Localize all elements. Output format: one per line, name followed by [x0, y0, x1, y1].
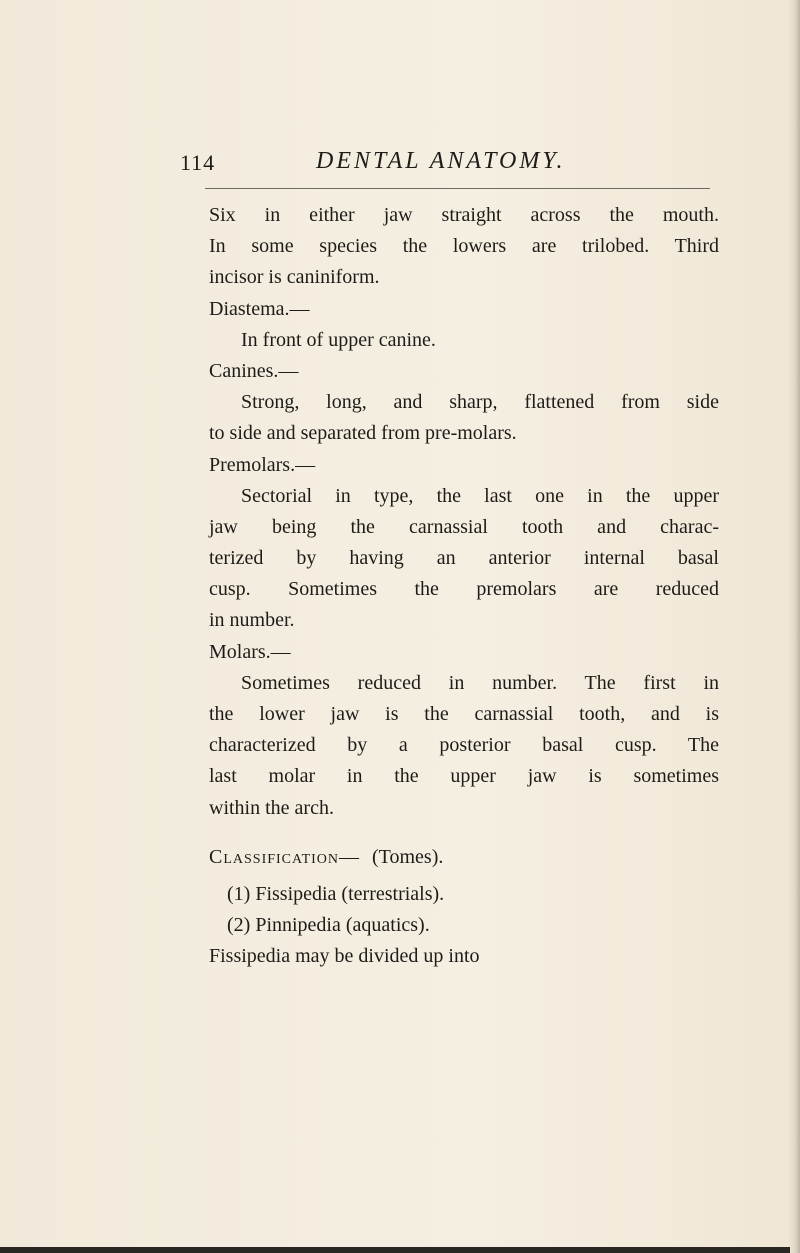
section-heading-premolars: Premolars.—	[209, 453, 316, 476]
classification-heading: Classification—	[209, 845, 361, 868]
text-line: jaw being the carnassial tooth and charac-	[209, 515, 719, 538]
text-line: incisor is caniniform.	[209, 266, 380, 289]
section-heading-molars: Molars.—	[209, 640, 291, 663]
text-line: terized by having an anterior internal basal	[209, 547, 719, 570]
classification-line	[209, 842, 719, 873]
page-header	[180, 148, 700, 188]
text-line: to side and separated from pre-molars.	[209, 422, 517, 445]
classification-source: (Tomes).	[372, 845, 444, 868]
text-line: Sometimes reduced in number. The first in	[241, 671, 719, 694]
text-line: last molar in the upper jaw is sometimes	[209, 765, 719, 788]
section-heading-diastema: Diastema.—	[209, 297, 310, 320]
text-line: Six in either jaw straight across the mouth.	[209, 204, 719, 226]
bottom-border	[0, 1247, 790, 1253]
list-item: (2) Pinnipedia (aquatics).	[227, 914, 430, 937]
page-edge-shadow	[788, 0, 800, 1253]
paragraph-gap	[209, 824, 719, 842]
body-text	[209, 200, 719, 973]
page-number: 114	[180, 150, 216, 175]
text-line: characterized by a posterior basal cusp. The	[209, 734, 719, 757]
text-line: the lower jaw is the carnassial tooth, and is	[209, 703, 719, 725]
text-line: In some species the lowers are trilobed. Third	[209, 235, 719, 258]
header-rule	[205, 188, 710, 189]
text-line: in number.	[209, 609, 295, 632]
section-heading-canines: Canines.—	[209, 359, 299, 382]
closing-line: Fissipedia may be divided up into	[209, 945, 480, 968]
text-line: Strong, long, and sharp, flattened from side	[241, 391, 719, 414]
running-title: DENTAL ANATOMY.	[316, 148, 566, 174]
text-line: cusp. Sometimes the premolars are reduced	[209, 578, 719, 601]
text-line: In front of upper canine.	[241, 328, 436, 351]
text-line: Sectorial in type, the last one in the upper	[241, 484, 719, 507]
text-line: within the arch.	[209, 796, 334, 819]
list-item: (1) Fissipedia (terrestrials).	[227, 882, 445, 905]
